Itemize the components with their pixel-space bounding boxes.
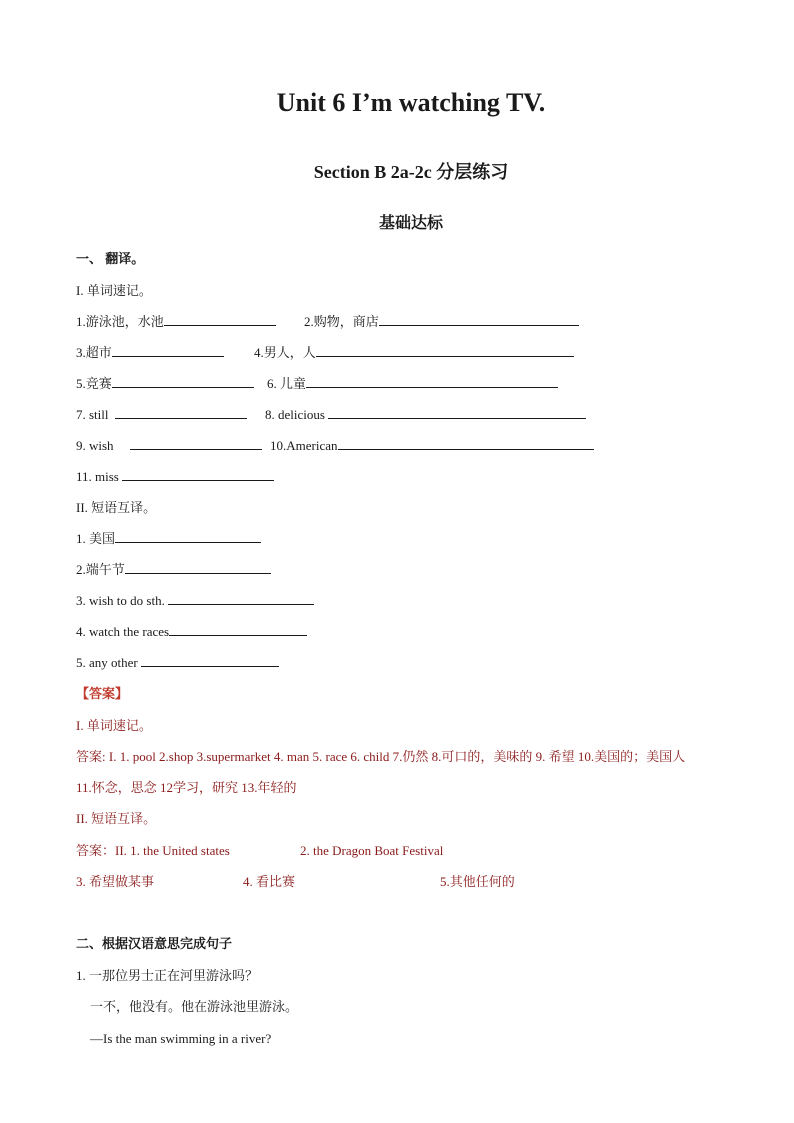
word-4: 4.男人，人 xyxy=(254,344,574,362)
question-1-line3: —Is the man swimming in a river? xyxy=(90,1031,272,1046)
answer-part2-title: II. 短语互译。 xyxy=(76,811,157,826)
question-1-line2: 一不，他没有。他在游泳池里游泳。 xyxy=(90,999,299,1014)
answer-blank[interactable] xyxy=(141,654,279,667)
answer-blank[interactable] xyxy=(115,406,247,419)
answer-blank[interactable] xyxy=(112,344,224,357)
question-1: 1. 一那位男士正在河里游泳吗？ xyxy=(76,968,259,983)
word-6: 6. 儿童 xyxy=(267,375,558,393)
answer-blank[interactable] xyxy=(169,623,307,636)
answer-blank[interactable] xyxy=(125,561,271,574)
answer-blank[interactable] xyxy=(122,468,274,481)
phrase-2: 2.端午节 xyxy=(76,561,271,579)
answer-blank[interactable] xyxy=(112,375,254,388)
phrase-5: 5. any other xyxy=(76,654,279,672)
answer-blank[interactable] xyxy=(328,406,586,419)
section2-heading: 二、根据汉语意思完成句子 xyxy=(76,936,233,951)
section-subtitle: Section B 2a-2c 分层练习 xyxy=(313,162,509,182)
answer-phrase-1: 答案：II. 1. the United states xyxy=(76,843,230,858)
phrase-3: 3. wish to do sth. xyxy=(76,592,314,610)
answer-blank[interactable] xyxy=(316,344,574,357)
answer-blank[interactable] xyxy=(168,592,314,605)
level-heading: 基础达标 xyxy=(378,215,443,232)
word-9: 9. wish xyxy=(76,437,262,455)
answer-blank[interactable] xyxy=(115,530,261,543)
answer-blank[interactable] xyxy=(306,375,558,388)
word-10: 10.American xyxy=(270,437,594,455)
part1-title: I. 单词速记。 xyxy=(76,283,152,298)
page-title: Unit 6 I’m watching TV. xyxy=(276,88,546,117)
answer-blank[interactable] xyxy=(130,437,262,450)
word-3: 3.超市 xyxy=(76,344,224,362)
answer-blank[interactable] xyxy=(164,313,276,326)
word-5: 5.竞赛 xyxy=(76,375,254,393)
answer-part1-line2: 11.怀念，思念 12学习，研究 13.年轻的 xyxy=(76,780,297,795)
section1-heading: 一、 翻译。 xyxy=(76,251,145,266)
answer-phrase-3: 3. 希望做某事 xyxy=(76,874,155,889)
phrase-4: 4. watch the races xyxy=(76,623,307,641)
answer-blank[interactable] xyxy=(379,313,579,326)
answer-phrase-5: 5.其他任何的 xyxy=(440,874,515,889)
answer-label: 【答案】 xyxy=(76,686,129,701)
phrase-1: 1. 美国 xyxy=(76,530,261,548)
word-11: 11. miss xyxy=(76,468,274,486)
answer-part1-line1: 答案: I. 1. pool 2.shop 3.supermarket 4. man 5. race 6. child 7.仍然 8.可口的，美味的 9. 希望 10.美国的；美国人 xyxy=(76,749,686,764)
word-7: 7. still xyxy=(76,406,247,424)
part2-title: II. 短语互译。 xyxy=(76,500,157,515)
answer-part1-title: I. 单词速记。 xyxy=(76,718,152,733)
word-2: 2.购物，商店 xyxy=(304,313,579,331)
answer-phrase-2: 2. the Dragon Boat Festival xyxy=(300,843,444,858)
word-8: 8. delicious xyxy=(265,406,586,424)
answer-phrase-4: 4. 看比赛 xyxy=(243,874,296,889)
word-1: 1.游泳池，水池 xyxy=(76,313,276,331)
answer-blank[interactable] xyxy=(338,437,594,450)
